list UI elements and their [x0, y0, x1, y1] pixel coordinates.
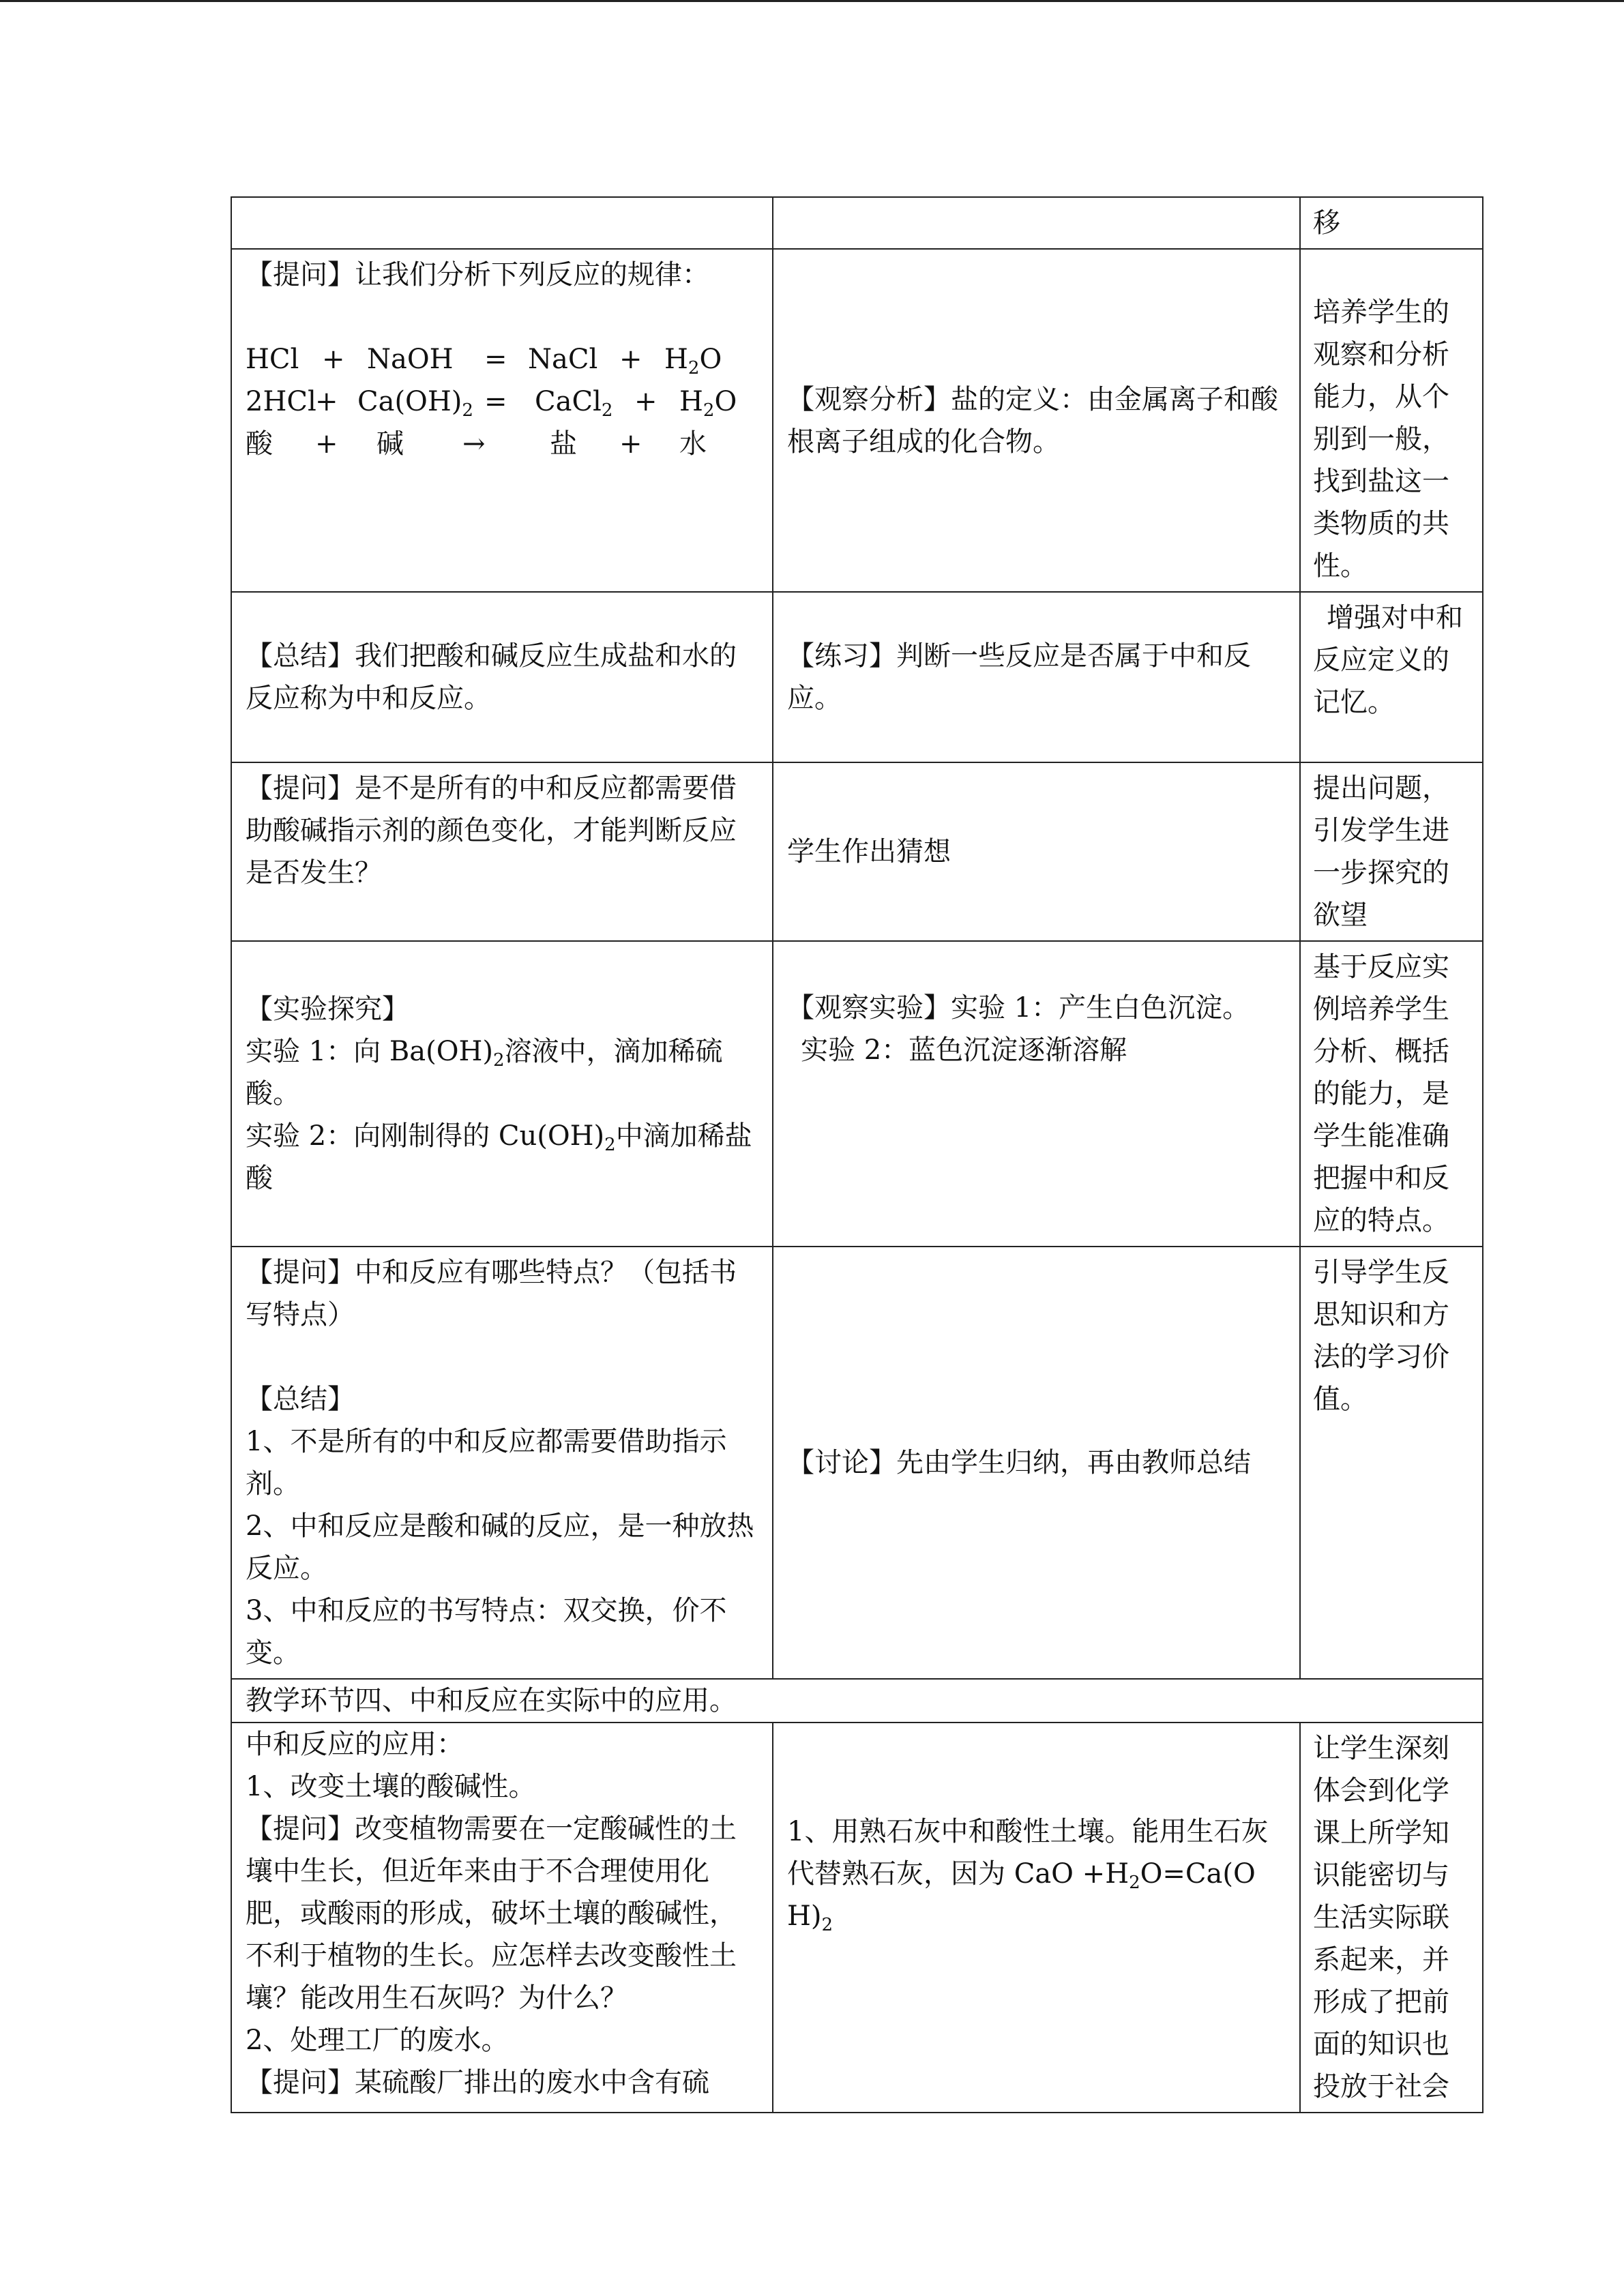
summary-point: 3、中和反应的书写特点：双交换，价不变。 — [246, 1595, 727, 1669]
question-text: 【提问】某硫酸厂排出的废水中含有硫 — [246, 2067, 709, 2098]
cell-student — [773, 1247, 1300, 1679]
cell-student — [773, 249, 1300, 592]
cell-text: 增强对中和反应定义的记忆。 — [1313, 602, 1463, 718]
cell-teacher — [231, 592, 773, 762]
cell-text: 1、改变土壤的酸碱性。 — [246, 1771, 536, 1802]
cell-text: 1、用熟石灰中和酸性土壤。能用生石灰代替熟石灰，因为 CaO $+H_2O=Ca(OH)_2$ — [787, 1816, 1269, 1935]
cell-text: 2、处理工厂的废水。 — [246, 2025, 509, 2056]
cell-text: 实验 2：蓝色沉淀逐渐溶解 — [801, 1034, 1127, 1066]
table-row — [231, 1247, 1483, 1679]
cell-text: 【提问】是不是所有的中和反应都需要借助酸碱指示剂的颜色变化，才能判断反应是否发生？ — [246, 773, 737, 889]
table-row — [231, 762, 1483, 941]
equation-2: 2HCl + $Ca(OH)_2$ = CaCl$_2$ + $H_2O$ — [246, 386, 737, 421]
cell-purpose — [1300, 592, 1483, 762]
cell-purpose — [1300, 762, 1483, 941]
experiment-2: 实验 2：向刚制得的 $Cu(OH)_2$中滴加稀盐酸 — [246, 1120, 752, 1194]
cell-text: 引导学生反思知识和方法的学习价值。 — [1313, 1257, 1449, 1415]
cell-teacher — [231, 941, 773, 1247]
cell-student — [773, 197, 1300, 249]
cell-purpose — [1300, 1723, 1483, 2113]
summary-point: 2、中和反应是酸和碱的反应，是一种放热反应。 — [246, 1510, 754, 1584]
question-text: 【提问】中和反应有哪些特点？（包括书写特点） — [246, 1257, 737, 1330]
table-row — [231, 592, 1483, 762]
question-text: 【提问】让我们分析下列反应的规律： — [246, 259, 709, 290]
question-text: 【提问】改变植物需要在一定酸碱性的土壤中生长，但近年来由于不合理使用化肥，或酸雨的形成，破坏土壤的酸碱性，不利于植物的生长。应怎样去改变酸性土壤？能改用生石灰吗？为什么？ — [246, 1813, 737, 2014]
cell-student — [773, 1723, 1300, 2113]
table-row — [231, 249, 1483, 592]
table-row — [231, 1723, 1483, 2113]
cell-text: 让学生深刻体会到化学课上所学知识能密切与生活实际联系起来，并形成了把前面的知识也投放于社会 — [1313, 1733, 1449, 2102]
cell-text: 移 — [1313, 207, 1340, 239]
cell-teacher — [231, 1247, 773, 1679]
section-heading-text: 教学环节四、中和反应在实际中的应用。 — [246, 1685, 737, 1716]
cell-text: 培养学生的观察和分析能力，从个别到一般，找到盐这一类物质的共性。 — [1313, 297, 1449, 582]
cell-text: 【总结】我们把酸和碱反应生成盐和水的反应称为中和反应。 — [246, 640, 737, 714]
cell-teacher — [231, 762, 773, 941]
cell-text: 基于反应实例培养学生分析、概括的能力，是学生能准确把握中和反应的特点。 — [1313, 951, 1449, 1236]
cell-student — [773, 941, 1300, 1247]
cell-teacher — [231, 249, 773, 592]
lesson-plan-table — [231, 196, 1483, 2113]
cell-purpose — [1300, 197, 1483, 249]
summary-title: 【总结】 — [246, 1384, 355, 1415]
table-row — [231, 197, 1483, 249]
cell-text: 【观察实验】实验 1：产生白色沉淀。 — [787, 992, 1250, 1024]
equation-1: HCl + NaOH = NaCl + $H_2O$ — [246, 344, 722, 378]
experiment-1: 实验 1：向 $Ba(OH)_2$溶液中，滴加稀硫酸。 — [246, 1036, 723, 1109]
cell-text: 学生作出猜想 — [787, 836, 951, 867]
cell-teacher — [231, 197, 773, 249]
cell-purpose — [1300, 941, 1483, 1247]
cell-text: 【观察分析】盐的定义：由金属离子和酸根离子组成的化合物。 — [787, 383, 1278, 458]
cell-purpose — [1300, 1247, 1483, 1679]
table-row — [231, 941, 1483, 1247]
cell-purpose — [1300, 249, 1483, 592]
summary-point: 1、不是所有的中和反应都需要借助指示剂。 — [246, 1426, 727, 1500]
cell-text: 【练习】判断一些反应是否属于中和反应。 — [787, 640, 1251, 714]
experiment-title: 【实验探究】 — [246, 994, 409, 1025]
cell-text: 中和反应的应用： — [246, 1729, 464, 1760]
equation-3: 酸 + 碱 → 盐 + 水 — [246, 428, 707, 460]
cell-student — [773, 592, 1300, 762]
top-border-line — [0, 0, 1624, 2]
cell-teacher — [231, 1723, 773, 2113]
cell-text: 提出问题，引发学生进一步探究的欲望 — [1313, 773, 1449, 931]
cell-student — [773, 762, 1300, 941]
cell-text: 【讨论】先由学生归纳，再由教师总结 — [787, 1447, 1251, 1478]
section-heading — [231, 1679, 1483, 1723]
table-row — [231, 1679, 1483, 1723]
